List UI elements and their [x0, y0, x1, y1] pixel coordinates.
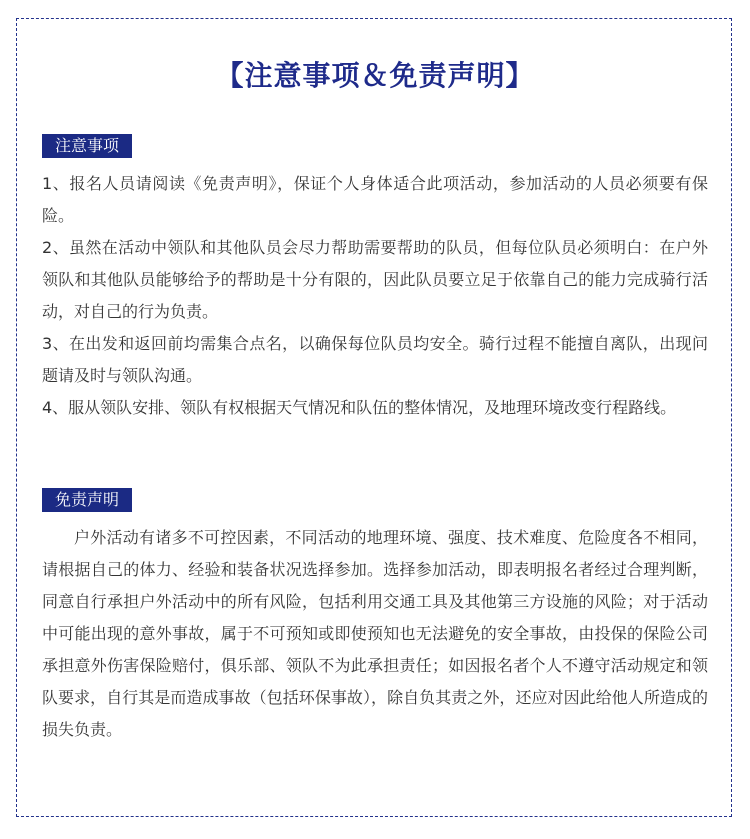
notice-item: 4、服从领队安排、领队有权根据天气情况和队伍的整体情况，及地理环境改变行程路线。 [42, 398, 677, 417]
notice-item: 1、报名人员请阅读《免责声明》，保证个人身体适合此项活动，参加活动的人员必须要有保险。 [42, 174, 708, 225]
notice-item: 3、在出发和返回前均需集合点名，以确保每位队员均安全。骑行过程不能擅自离队，出现问题请及时与领队沟通。 [42, 334, 708, 385]
notice-heading-tag: 注意事项 [42, 134, 132, 158]
disclaimer-heading-tag: 免责声明 [42, 488, 132, 512]
page-title: 【注意事项＆免责声明】 [215, 59, 535, 92]
notice-section [42, 168, 708, 424]
disclaimer-body: 户外活动有诸多不可控因素，不同活动的地理环境、强度、技术难度、危险度各不相同，请根据自己的体力、经验和装备状况选择参加。选择参加活动，即表明报名者经过合理判断，同意自行承担户外活动中的所有风险，包括利用交通工具及其他第三方设施的风险；对于活动中可能出现的意外事故，属于不可预知或即使预知也无法避免的安全事故，由投保的保险公司承担意外伤害保险赔付，俱乐部、领队不为此承担责任；如因报名者个人不遵守活动规定和领队要求，自行其是而造成事故（包括环保事故），除自负其责之外，还应对因此给他人所造成的损失负责。 [42, 528, 708, 739]
notice-item: 2、虽然在活动中领队和其他队员会尽力帮助需要帮助的队员，但每位队员必须明白：在户外领队和其他队员能够给予的帮助是十分有限的，因此队员要立足于依靠自己的能力完成骑行活动，对自己的行为负责。 [42, 238, 708, 321]
disclaimer-section [42, 522, 708, 746]
